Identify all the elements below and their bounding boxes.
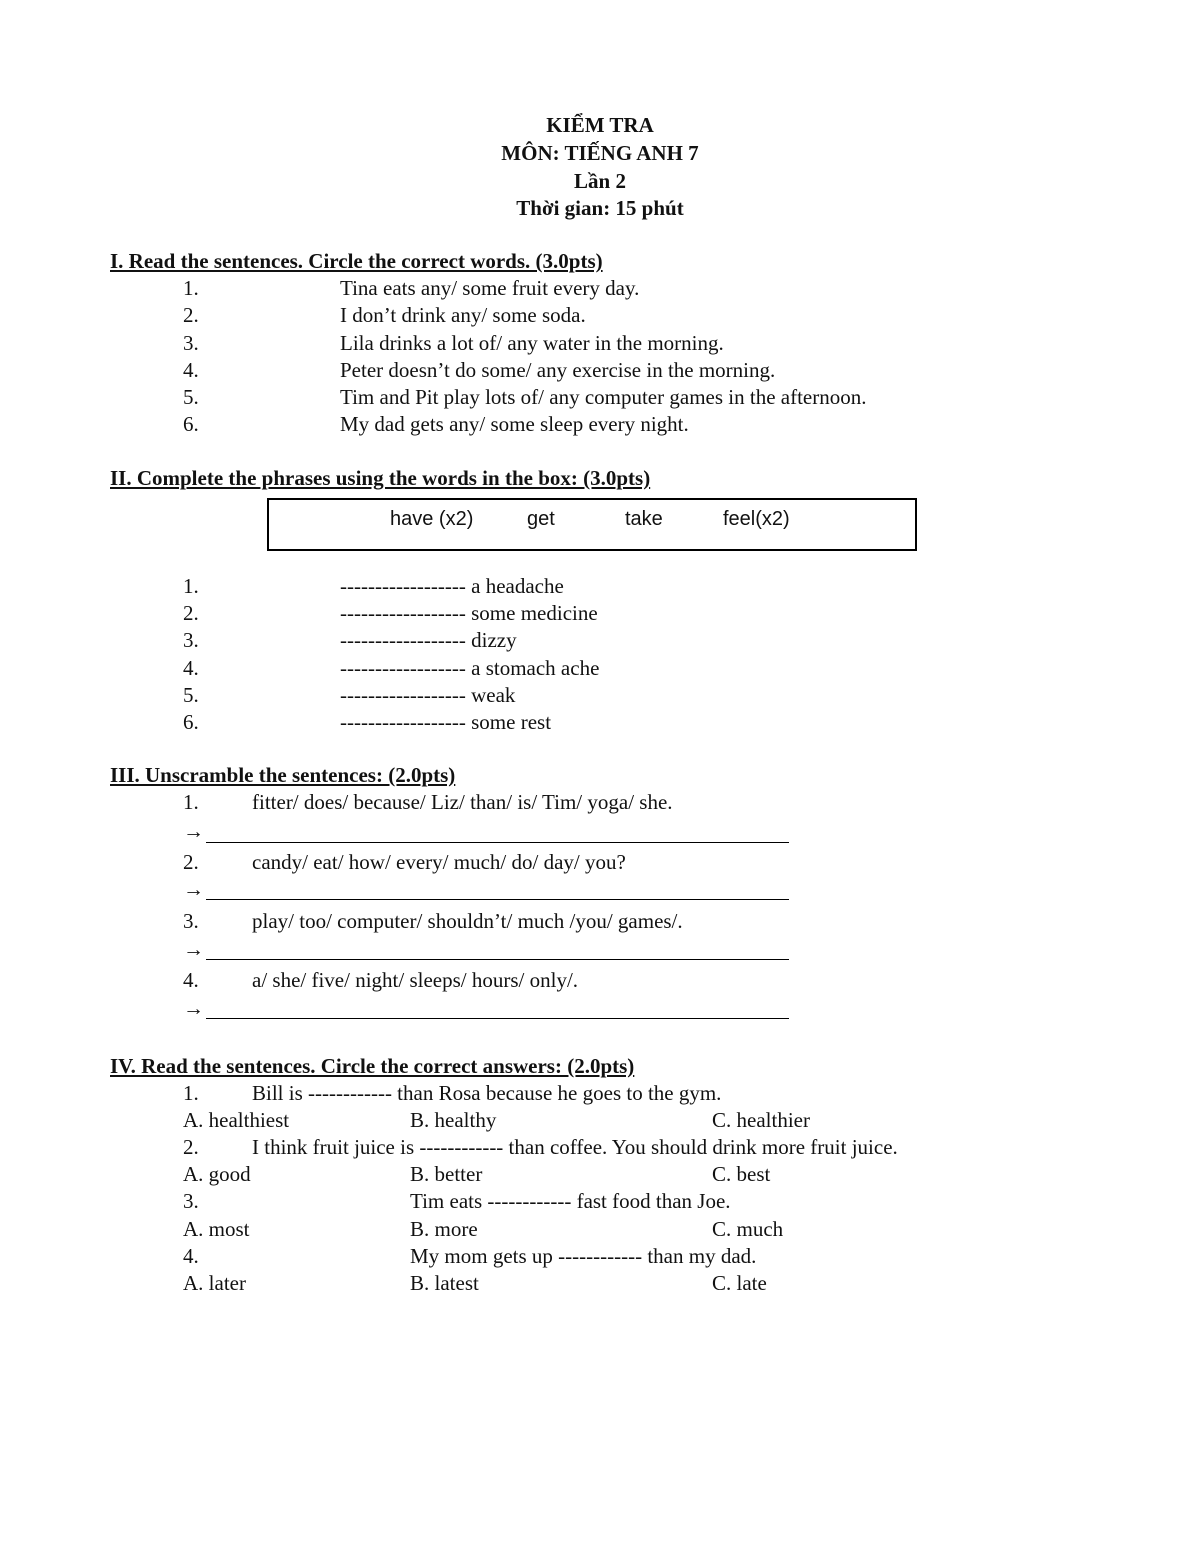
s1-item-3-num: 3. <box>183 331 199 355</box>
s4-q2-option-c[interactable]: C. best <box>712 1162 771 1186</box>
s4-q2-option-a[interactable]: A. good <box>183 1162 251 1186</box>
s2-item-6-text: ------------------ some rest <box>340 710 552 734</box>
s1-item-6-num: 6. <box>183 412 199 436</box>
s4-q1-option-b[interactable]: B. healthy <box>410 1108 497 1132</box>
s3-item-2-num: 2. <box>183 850 199 874</box>
s4-q2-text: I think fruit juice is ------------ than coffee. You should drink more fruit juice. <box>252 1135 898 1159</box>
word-box <box>267 498 917 551</box>
s3-item-2-arrow-icon: → <box>183 877 204 901</box>
s2-item-4-text: ------------------ a stomach ache <box>340 656 600 680</box>
s3-item-4-answer-line[interactable] <box>206 997 789 1019</box>
box-word-get: get <box>527 508 555 530</box>
s2-item-6-num: 6. <box>183 710 199 734</box>
s1-item-3-text: Lila drinks a lot of/ any water in the morning. <box>340 331 724 355</box>
s4-q3-option-b[interactable]: B. more <box>410 1217 478 1241</box>
s3-item-1-num: 1. <box>183 790 199 814</box>
s4-q3-option-a[interactable]: A. most <box>183 1217 250 1241</box>
s3-item-3-num: 3. <box>183 909 199 933</box>
s4-q4-option-a[interactable]: A. later <box>183 1271 246 1295</box>
s4-q2-option-b[interactable]: B. better <box>410 1162 483 1186</box>
s4-q1-option-c[interactable]: C. healthier <box>712 1108 810 1132</box>
s4-q4-text: My mom gets up ------------ than my dad. <box>410 1244 757 1268</box>
box-word-have: have (x2) <box>390 508 474 530</box>
s3-item-1-arrow-icon: → <box>183 819 204 843</box>
section-3-heading: III. Unscramble the sentences: (2.0pts) <box>110 763 456 787</box>
s4-q3-option-c[interactable]: C. much <box>712 1217 784 1241</box>
title-subject: MÔN: TIẾNG ANH 7 <box>501 141 699 165</box>
s4-q3-text: Tim eats ------------ fast food than Joe. <box>410 1189 731 1213</box>
s2-item-2-num: 2. <box>183 601 199 625</box>
s1-item-5-text: Tim and Pit play lots of/ any computer games in the afternoon. <box>340 385 867 409</box>
title-time: Thời gian: 15 phút <box>516 196 684 220</box>
s3-item-4-arrow-icon: → <box>183 996 204 1020</box>
s1-item-2-text: I don’t drink any/ some soda. <box>340 303 586 327</box>
box-word-take: take <box>625 508 663 530</box>
s3-item-4-text: a/ she/ five/ night/ sleeps/ hours/ only/. <box>252 968 579 992</box>
s3-item-3-answer-line[interactable] <box>206 938 789 960</box>
s2-item-1-text: ------------------ a headache <box>340 574 564 598</box>
s4-q1-text: Bill is ------------ than Rosa because he goes to the gym. <box>252 1081 722 1105</box>
title-attempt: Lần 2 <box>574 169 626 193</box>
s3-item-2-answer-line[interactable] <box>206 878 789 900</box>
s1-item-1-text: Tina eats any/ some fruit every day. <box>340 276 640 300</box>
s2-item-4-num: 4. <box>183 656 199 680</box>
section-1-heading: I. Read the sentences. Circle the correct words. (3.0pts) <box>110 249 603 273</box>
box-word-feel: feel(x2) <box>723 508 790 530</box>
s2-item-1-num: 1. <box>183 574 199 598</box>
s4-q4-option-b[interactable]: B. latest <box>410 1271 479 1295</box>
s1-item-6-text: My dad gets any/ some sleep every night. <box>340 412 689 436</box>
s1-item-5-num: 5. <box>183 385 199 409</box>
s2-item-5-text: ------------------ weak <box>340 683 516 707</box>
s3-item-1-text: fitter/ does/ because/ Liz/ than/ is/ Tim/ yoga/ she. <box>252 790 673 814</box>
s2-item-3-num: 3. <box>183 628 199 652</box>
s2-item-5-num: 5. <box>183 683 199 707</box>
s2-item-2-text: ------------------ some medicine <box>340 601 598 625</box>
title-line-1: KIỂM TRA <box>546 113 654 137</box>
s4-q1-num: 1. <box>183 1081 199 1105</box>
s1-item-1-num: 1. <box>183 276 199 300</box>
s3-item-2-text: candy/ eat/ how/ every/ much/ do/ day/ you? <box>252 850 626 874</box>
s1-item-4-num: 4. <box>183 358 199 382</box>
s4-q3-num: 3. <box>183 1189 199 1213</box>
s4-q2-num: 2. <box>183 1135 199 1159</box>
s3-item-1-answer-line[interactable] <box>206 820 789 843</box>
section-4-heading: IV. Read the sentences. Circle the correct answers: (2.0pts) <box>110 1054 635 1078</box>
s3-item-3-text: play/ too/ computer/ shouldn’t/ much /you/ games/. <box>252 909 683 933</box>
s1-item-2-num: 2. <box>183 303 199 327</box>
s1-item-4-text: Peter doesn’t do some/ any exercise in the morning. <box>340 358 776 382</box>
s4-q4-option-c[interactable]: C. late <box>712 1271 767 1295</box>
s4-q4-num: 4. <box>183 1244 199 1268</box>
s3-item-3-arrow-icon: → <box>183 937 204 961</box>
s2-item-3-text: ------------------ dizzy <box>340 628 517 652</box>
s4-q1-option-a[interactable]: A. healthiest <box>183 1108 290 1132</box>
s3-item-4-num: 4. <box>183 968 199 992</box>
section-2-heading: II. Complete the phrases using the words in the box: (3.0pts) <box>110 466 651 490</box>
